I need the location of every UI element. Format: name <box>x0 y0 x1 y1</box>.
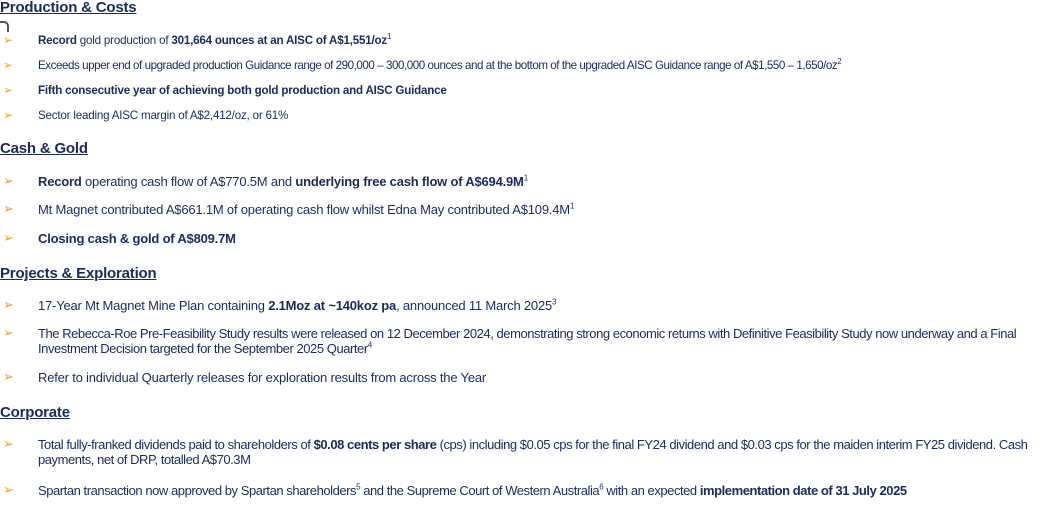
item-plain-text: (cps) including $0.05 cps for the final FY24 dividend and $0.03 cps for the maiden interim FY25 dividend. Cash payments, net of DRP, totalled A$70.3M <box>38 437 1028 467</box>
item-bold-text: Record <box>38 34 77 47</box>
item-text <box>38 437 1057 467</box>
arrow-bullet-icon: ➢ <box>3 108 14 122</box>
arrow-bullet-icon: ➢ <box>3 173 14 188</box>
item-plain-text: Total fully-franked dividends paid to shareholders of <box>38 437 314 452</box>
item-bold-text: Closing cash & gold of A$809.7M <box>38 231 236 246</box>
item-text <box>38 231 1057 246</box>
arrow-bullet-icon: ➢ <box>3 369 14 384</box>
footnote-ref: 1 <box>386 32 392 42</box>
arrow-bullet-icon: ➢ <box>3 58 14 72</box>
item-text <box>38 59 1057 73</box>
item-text <box>38 174 1057 189</box>
heading-corporate: Corporate <box>0 404 70 421</box>
arrow-bullet-icon: ➢ <box>3 33 14 47</box>
heading-projects-exploration: Projects & Exploration <box>0 265 157 282</box>
arrow-bullet-icon: ➢ <box>3 201 14 216</box>
footnote-ref: 1 <box>523 173 528 183</box>
heading-cash-gold: Cash & Gold <box>0 140 88 157</box>
item-text <box>38 483 1057 498</box>
item-bold-text: underlying free cash flow of A$694.9M <box>295 174 524 189</box>
item-plain-text: The Rebecca-Roe Pre-Feasibility Study results were released on 12 December 2024, demonstrating strong economic returns with Definitive Feasibility Study now underway and a Final Investment Decision targeted for the September 2025 Quarter <box>38 326 1017 356</box>
item-bold-text: Fifth consecutive year of achieving both gold production and AISC Guidance <box>38 84 447 97</box>
arrow-bullet-icon: ➢ <box>3 482 14 497</box>
item-text <box>38 202 1057 217</box>
item-plain-text: with an expected <box>603 483 700 498</box>
item-bold-text: 301,664 ounces at an AISC of A$1,551/oz <box>171 34 387 47</box>
arrow-bullet-icon: ➢ <box>3 436 14 451</box>
item-plain-text: operating cash flow of A$770.5M and <box>81 174 296 189</box>
item-plain-text: , announced 11 March 2025 <box>396 298 553 313</box>
arrow-bullet-icon: ➢ <box>3 325 14 340</box>
item-plain-text: Exceeds upper end of upgraded production Guidance range of 290,000 – 300,000 ounces and at the bottom of the upgraded AISC Guidance range of A$1,550 – 1,650/oz <box>38 59 838 72</box>
item-plain-text: and the Supreme Court of Western Australia <box>360 483 600 498</box>
item-bold-text: implementation date of 31 July 2025 <box>699 483 907 498</box>
item-text <box>38 34 1057 48</box>
item-bold-text: Record <box>38 174 82 189</box>
item-plain-text: Spartan transaction now approved by Spartan shareholders <box>38 483 357 498</box>
item-bold-text: 2.1Moz at ~140koz pa <box>268 298 397 313</box>
footnote-ref: 4 <box>367 340 372 350</box>
item-plain-text: 17-Year Mt Magnet Mine Plan containing <box>38 298 269 313</box>
footnote-ref: 2 <box>837 57 842 67</box>
item-text <box>38 298 1057 313</box>
item-bold-text: $0.08 cents per share <box>313 437 437 452</box>
item-text <box>38 84 1057 98</box>
footnote-ref: 6 <box>599 482 604 492</box>
item-plain-text: gold production of <box>76 34 172 47</box>
item-plain-text: Mt Magnet contributed A$661.1M of operating cash flow whilst Edna May contributed A$109.4M <box>38 202 570 217</box>
heading-production-costs: Production & Costs <box>0 0 137 16</box>
arrow-bullet-icon: ➢ <box>3 230 14 245</box>
item-text: Refer to individual Quarterly releases for exploration results from across the Year <box>38 370 487 385</box>
footnote-ref: 5 <box>356 482 361 492</box>
cursor-arc-decoration <box>0 21 9 32</box>
arrow-bullet-icon: ➢ <box>3 83 14 97</box>
footnote-ref: 1 <box>569 201 575 211</box>
item-text <box>38 326 1057 356</box>
arrow-bullet-icon: ➢ <box>3 297 14 312</box>
item-text: Sector leading AISC margin of A$2,412/oz, or 61% <box>38 109 289 122</box>
footnote-ref: 3 <box>552 297 557 307</box>
